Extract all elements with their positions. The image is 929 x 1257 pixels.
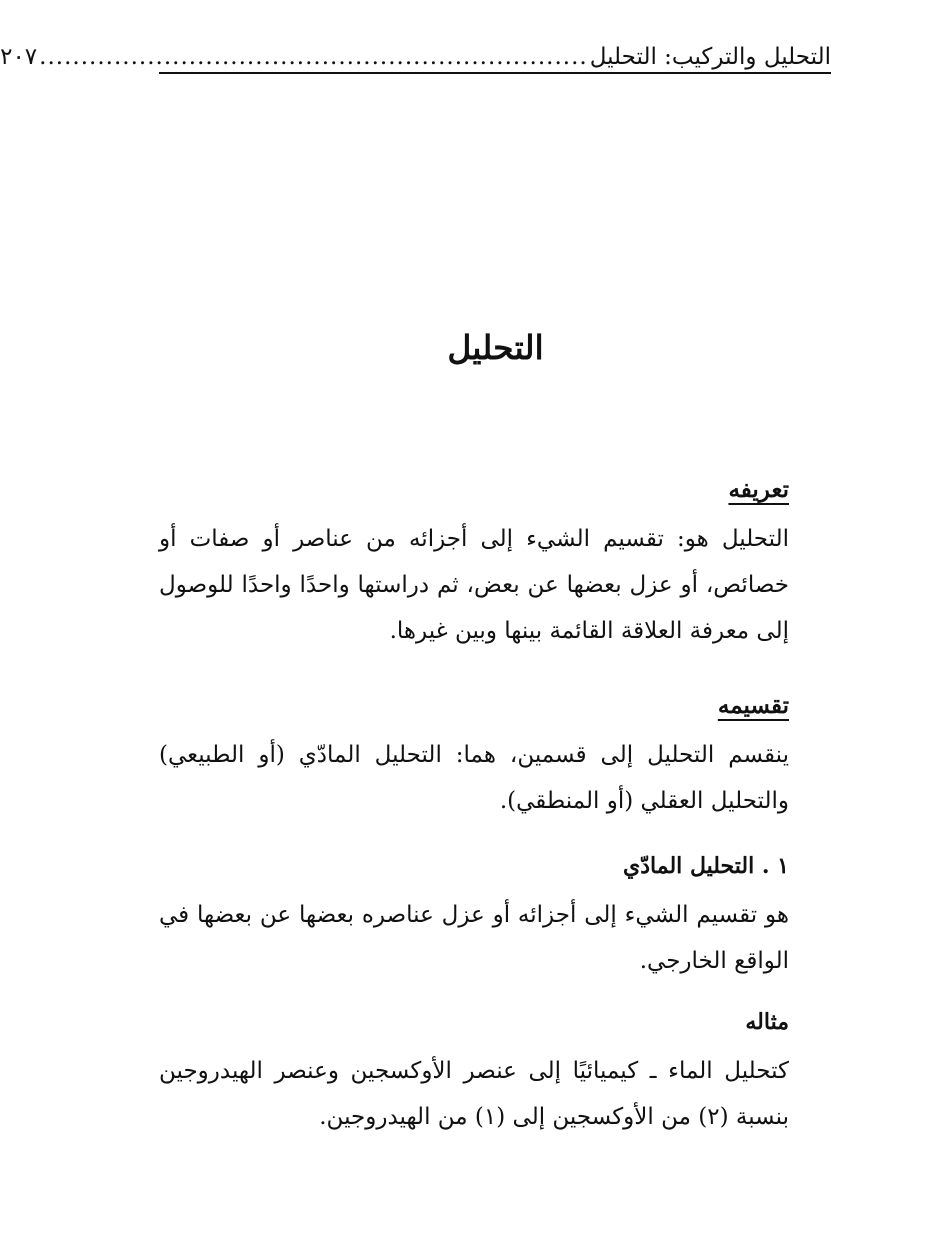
section-material-analysis [159, 846, 789, 984]
leader-dots: .................................................................. [39, 44, 588, 70]
division-heading: تقسيمه [717, 692, 789, 719]
running-header [0, 38, 831, 74]
example-heading: مثاله [745, 1009, 789, 1035]
running-title: التحليل والتركيب: التحليل [589, 44, 831, 70]
definition-heading: تعريفه [728, 476, 789, 503]
example-text: كتحليل الماء ـ كيميائيًا إلى عنصر الأوكسجين وعنصر الهيدروجين بنسبة (٢) من الأوكسجين إلى (١) من الهيدروجين. [159, 1058, 789, 1130]
page-number: ٢٠٧ [0, 44, 38, 70]
section-example [159, 1002, 789, 1140]
section-spacer [159, 672, 789, 686]
material-analysis-text: هو تقسيم الشيء إلى أجزائه أو عزل عناصره بعضها عن بعضها في الواقع الخارجي. [159, 902, 789, 974]
division-text: ينقسم التحليل إلى قسمين، هما: التحليل المادّي (أو الطبيعي) والتحليل العقلي (أو المنطقي). [159, 742, 789, 814]
material-analysis-heading: ١ . التحليل المادّي [623, 853, 789, 879]
section-division [159, 686, 789, 824]
section-definition [159, 470, 789, 654]
chapter-title: التحليل [447, 328, 544, 367]
main-content [159, 470, 789, 1158]
definition-text: التحليل هو: تقسيم الشيء إلى أجزائه من عناصر أو صفات أو خصائص، أو عزل بعضها عن بعض، ثم دراستها واحدًا واحدًا للوصول إلى معرفة العلاقة القائمة بينها وبين غيرها. [159, 526, 789, 644]
